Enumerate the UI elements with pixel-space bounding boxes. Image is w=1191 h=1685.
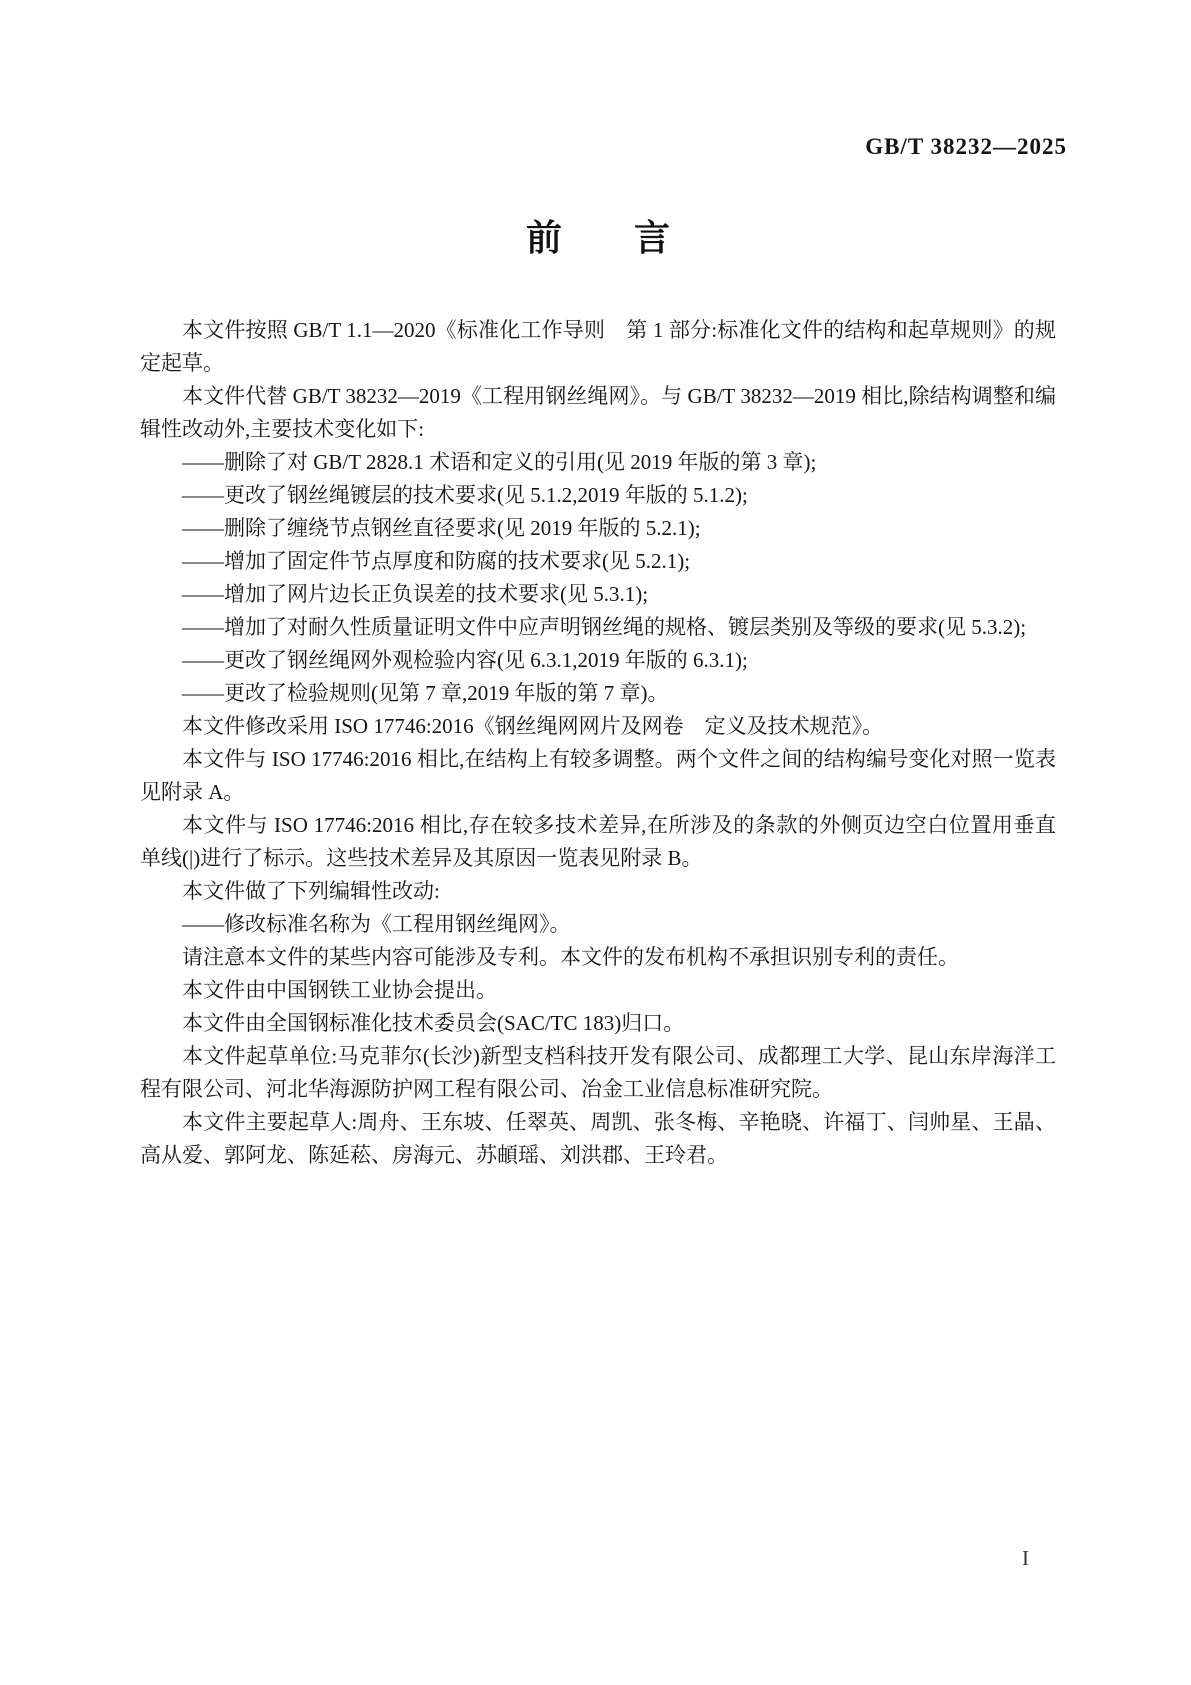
standard-code: GB/T 38232—2025: [865, 134, 1067, 159]
paragraph-iso-adoption: 本文件修改采用 ISO 17746:2016《钢丝绳网网片及网卷 定义及技术规范》。: [182, 714, 884, 738]
paragraph-drafting-units: 本文件起草单位:马克菲尔(长沙)新型支档科技开发有限公司、成都理工大学、昆山东岸海洋工程有限公司、河北华海源防护网工程有限公司、冶金工业信息标准研究院。: [140, 1044, 1056, 1101]
change-list-item: ——增加了固定件节点厚度和防腐的技术要求(见 5.2.1);: [182, 549, 691, 573]
paragraph-patent-notice: 请注意本文件的某些内容可能涉及专利。本文件的发布机构不承担识别专利的责任。: [182, 945, 959, 969]
change-list-item: ——更改了钢丝绳镀层的技术要求(见 5.1.2,2019 年版的 5.1.2);: [182, 483, 748, 507]
page-number: I: [1022, 1546, 1029, 1570]
paragraph-replacement: 本文件代替 GB/T 38232—2019《工程用钢丝绳网》。与 GB/T 38232—2019 相比,除结构调整和编辑性改动外,主要技术变化如下:: [140, 384, 1056, 441]
change-list-item: ——增加了对耐久性质量证明文件中应声明钢丝绳的规格、镀层类别及等级的要求(见 5.3.2);: [182, 615, 1027, 639]
paragraph-proposer: 本文件由中国钢铁工业协会提出。: [182, 978, 497, 1002]
change-list-item: ——增加了网片边长正负误差的技术要求(见 5.3.1);: [182, 582, 649, 606]
paragraph-drafters: 本文件主要起草人:周舟、王东坡、任翠英、周凯、张冬梅、辛艳晓、许福丁、闫帅星、王晶、高从爱、郭阿龙、陈延菘、房海元、苏頔瑶、刘洪郡、王玲君。: [140, 1110, 1056, 1167]
paragraph-iso-deviation: 本文件与 ISO 17746:2016 相比,存在较多技术差异,在所涉及的条款的外侧页边空白位置用垂直单线(|)进行了标示。这些技术差异及其原因一览表见附录 B。: [140, 813, 1056, 870]
editorial-list-item: ——修改标准名称为《工程用钢丝绳网》。: [182, 912, 571, 936]
paragraph-iso-structure: 本文件与 ISO 17746:2016 相比,在结构上有较多调整。两个文件之间的结构编号变化对照一览表见附录 A。: [140, 747, 1056, 804]
paragraph-editorial: 本文件做了下列编辑性改动:: [182, 879, 440, 903]
paragraph-committee: 本文件由全国钢标准化技术委员会(SAC/TC 183)归口。: [182, 1011, 685, 1035]
change-list-item: ——删除了缠绕节点钢丝直径要求(见 2019 年版的 5.2.1);: [182, 516, 701, 540]
change-list-item: ——删除了对 GB/T 2828.1 术语和定义的引用(见 2019 年版的第 3 章);: [182, 450, 817, 474]
paragraph-scope: 本文件按照 GB/T 1.1—2020《标准化工作导则 第 1 部分:标准化文件的结构和起草规则》的规定起草。: [140, 318, 1056, 375]
change-list-item: ——更改了钢丝绳网外观检验内容(见 6.3.1,2019 年版的 6.3.1);: [182, 648, 748, 672]
change-list-item: ——更改了检验规则(见第 7 章,2019 年版的第 7 章)。: [182, 681, 669, 705]
page-title: 前 言: [525, 217, 670, 258]
foreword-body: [140, 314, 1056, 1172]
